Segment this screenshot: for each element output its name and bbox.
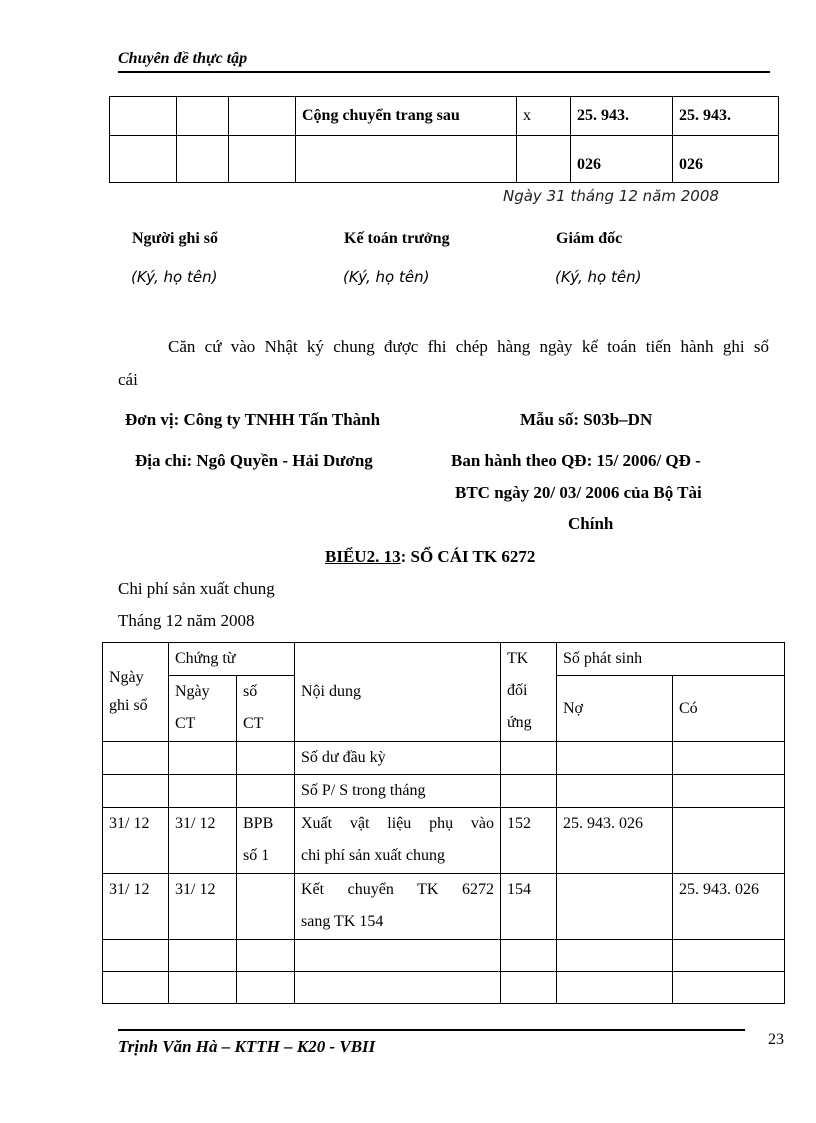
signature-note: (Ký, họ tên) bbox=[343, 268, 430, 286]
header-text: CT bbox=[243, 715, 264, 732]
table-row bbox=[103, 940, 785, 972]
date-line: Ngày 31 tháng 12 năm 2008 bbox=[503, 187, 719, 205]
col-header-amount: Số phát sinh bbox=[557, 643, 785, 676]
carry-debit: 25. 943. bbox=[571, 97, 673, 136]
cell bbox=[673, 940, 785, 972]
cell bbox=[229, 136, 296, 183]
cell bbox=[169, 940, 237, 972]
header-text: số bbox=[243, 683, 258, 700]
ledger-title bbox=[325, 547, 535, 567]
header-rule bbox=[118, 71, 770, 73]
table-row bbox=[103, 742, 785, 775]
cell bbox=[169, 742, 237, 775]
row-voucher-no bbox=[237, 808, 295, 874]
row-description: Số P/ S trong tháng bbox=[295, 775, 501, 808]
signature-note: (Ký, họ tên) bbox=[131, 268, 218, 286]
cell bbox=[103, 940, 169, 972]
col-header-account bbox=[501, 643, 557, 742]
cell bbox=[501, 972, 557, 1004]
row-description bbox=[295, 874, 501, 940]
voucher-no-line: số 1 bbox=[243, 847, 270, 864]
header-text: Ngày bbox=[175, 683, 210, 700]
cell bbox=[673, 972, 785, 1004]
col-header-voucher-no bbox=[237, 676, 295, 742]
row-account: 152 bbox=[501, 808, 557, 874]
cell bbox=[557, 775, 673, 808]
carry-credit-cont: 026 bbox=[673, 136, 779, 183]
decree-line-3: Chính bbox=[568, 514, 614, 533]
row-date: 31/ 12 bbox=[103, 808, 169, 874]
footer-author: Trịnh Văn Hà – KTTH – K20 - VBII bbox=[118, 1037, 376, 1056]
col-header-credit: Có bbox=[673, 676, 785, 742]
row-debit bbox=[557, 874, 673, 940]
paragraph-line-2: cái bbox=[118, 370, 138, 389]
row-voucher-no bbox=[237, 874, 295, 940]
ledger-subtitle: Chi phí sản xuất chung bbox=[118, 579, 275, 598]
cell bbox=[177, 136, 229, 183]
footer-rule bbox=[118, 1029, 745, 1031]
top-table bbox=[109, 96, 779, 183]
header-title: Chuyên đề thực tập bbox=[118, 50, 248, 67]
row-voucher-date: 31/ 12 bbox=[169, 874, 237, 940]
row-credit: 25. 943. 026 bbox=[673, 874, 785, 940]
form-number: Mẫu số: S03b–DN bbox=[520, 410, 653, 429]
ledger-title-text: : SỔ CÁI TK 6272 bbox=[400, 547, 536, 566]
cell bbox=[517, 136, 571, 183]
header-text: CT bbox=[175, 715, 196, 732]
row-voucher-date: 31/ 12 bbox=[169, 808, 237, 874]
header-text: đối bbox=[507, 682, 528, 699]
signature-title: Giám đốc bbox=[556, 230, 623, 247]
cell bbox=[103, 742, 169, 775]
page-number: 23 bbox=[768, 1031, 784, 1048]
row-description bbox=[295, 808, 501, 874]
cell bbox=[169, 775, 237, 808]
company-address: Địa chỉ: Ngô Quyền - Hải Dương bbox=[135, 451, 373, 470]
description-line: sang TK 154 bbox=[301, 913, 384, 930]
table-row bbox=[103, 775, 785, 808]
table-row bbox=[103, 972, 785, 1004]
signature-title: Người ghi sổ bbox=[132, 230, 219, 247]
table-row bbox=[103, 874, 785, 940]
col-header-voucher: Chứng từ bbox=[169, 643, 295, 676]
col-header-content: Nội dung bbox=[295, 643, 501, 742]
company-unit: Đơn vị: Công ty TNHH Tấn Thành bbox=[125, 410, 381, 429]
cell bbox=[295, 940, 501, 972]
signature-note: (Ký, họ tên) bbox=[555, 268, 642, 286]
carry-debit-cont: 026 bbox=[571, 136, 673, 183]
cell bbox=[501, 742, 557, 775]
ledger-table bbox=[102, 642, 785, 1004]
row-description: Số dư đầu kỳ bbox=[295, 742, 501, 775]
row-account: 154 bbox=[501, 874, 557, 940]
cell bbox=[103, 775, 169, 808]
cell bbox=[237, 742, 295, 775]
top-table-row-1 bbox=[110, 97, 779, 136]
description-line: Kết chuyển TK 6272 bbox=[301, 881, 494, 898]
cell bbox=[110, 97, 177, 136]
cell bbox=[501, 775, 557, 808]
header-text: ứng bbox=[507, 714, 532, 731]
ledger-month: Tháng 12 năm 2008 bbox=[118, 611, 255, 630]
cell bbox=[103, 972, 169, 1004]
col-header-debit: Nợ bbox=[557, 676, 673, 742]
cell bbox=[169, 972, 237, 1004]
paragraph-line-1: Căn cứ vào Nhật ký chung được fhi chép hàng ngày kế toán tiến hành ghi sổ bbox=[168, 337, 769, 356]
carry-mark: x bbox=[517, 97, 571, 136]
ledger-title-number: BIỂU2. 13 bbox=[325, 547, 401, 566]
decree-line-1: Ban hành theo QĐ: 15/ 2006/ QĐ - bbox=[451, 451, 701, 470]
carry-label: Cộng chuyển trang sau bbox=[296, 97, 517, 136]
cell bbox=[237, 972, 295, 1004]
cell bbox=[110, 136, 177, 183]
col-header-voucher-date bbox=[169, 676, 237, 742]
table-row bbox=[103, 808, 785, 874]
cell bbox=[501, 940, 557, 972]
carry-credit: 25. 943. bbox=[673, 97, 779, 136]
top-table-row-2 bbox=[110, 136, 779, 183]
voucher-no-line: BPB bbox=[243, 815, 274, 832]
row-debit: 25. 943. 026 bbox=[557, 808, 673, 874]
cell bbox=[557, 940, 673, 972]
cell bbox=[229, 97, 296, 136]
description-line: Xuất vật liệu phụ vào bbox=[301, 815, 494, 832]
cell bbox=[295, 972, 501, 1004]
decree-line-2: BTC ngày 20/ 03/ 2006 của Bộ Tài bbox=[455, 483, 702, 502]
cell bbox=[177, 97, 229, 136]
cell bbox=[673, 742, 785, 775]
signature-title: Kế toán trưởng bbox=[344, 230, 450, 247]
row-credit bbox=[673, 808, 785, 874]
col-header-date bbox=[103, 643, 169, 742]
cell bbox=[296, 136, 517, 183]
description-line: chi phí sản xuất chung bbox=[301, 847, 445, 864]
header-text: TK bbox=[507, 650, 529, 667]
cell bbox=[673, 775, 785, 808]
row-date: 31/ 12 bbox=[103, 874, 169, 940]
cell bbox=[557, 972, 673, 1004]
cell bbox=[237, 940, 295, 972]
ledger-header-row bbox=[103, 643, 785, 676]
cell bbox=[237, 775, 295, 808]
header-text: Ngày ghi sổ bbox=[109, 669, 148, 714]
cell bbox=[557, 742, 673, 775]
